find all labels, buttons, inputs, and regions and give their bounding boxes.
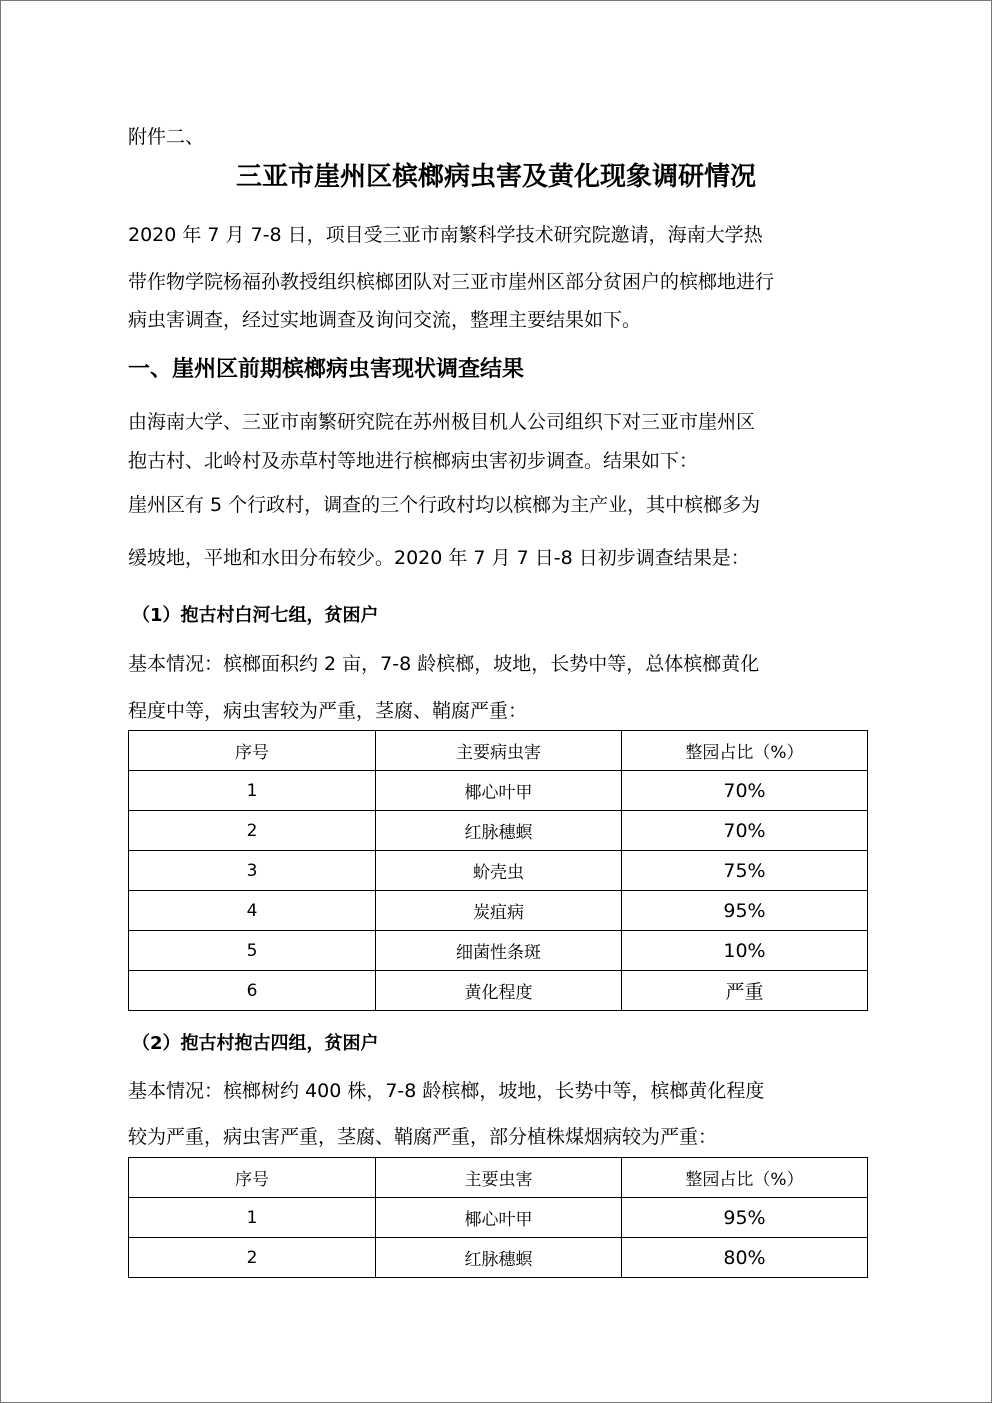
table-row: [129, 1198, 868, 1238]
table-cell: 95%: [622, 1198, 868, 1238]
table-cell: 2: [129, 1238, 376, 1278]
case2-desc-line-1: 基本情况：槟榔树约 400 株，7-8 龄槟榔，坡地，长势中等，槟榔黄化程度: [128, 1080, 765, 1102]
table-row: [129, 771, 868, 811]
table-header-row: [129, 1158, 868, 1198]
table-cell: 95%: [622, 891, 868, 931]
header-cell: 主要病虫害: [376, 731, 622, 771]
header-cell: 主要虫害: [376, 1158, 622, 1198]
table-cell: 4: [129, 891, 376, 931]
section-heading: 一、崖州区前期槟榔病虫害现状调查结果: [128, 357, 525, 382]
header-cell: 序号: [129, 731, 376, 771]
table-cell: 椰心叶甲: [376, 771, 622, 811]
table-cell: 80%: [622, 1238, 868, 1278]
table-cell: 1: [129, 771, 376, 811]
table-cell: 3: [129, 851, 376, 891]
table-header-row: [129, 731, 868, 771]
table-cell: 蚧壳虫: [376, 851, 622, 891]
table-cell: 红脉穗螟: [376, 1238, 622, 1278]
case1-desc-line-1: 基本情况：槟榔面积约 2 亩，7-8 龄槟榔，坡地，长势中等，总体槟榔黄化: [128, 653, 760, 675]
table-cell: 椰心叶甲: [376, 1198, 622, 1238]
table-cell: 严重: [622, 971, 868, 1011]
table-cell: 70%: [622, 771, 868, 811]
intro-line-3: 病虫害调查，经过实地调查及询问交流，整理主要结果如下。: [128, 309, 642, 331]
section-para2-line-1: 崖州区有 5 个行政村，调查的三个行政村均以槟榔为主产业，其中槟榔多为: [128, 494, 761, 516]
table-cell: 5: [129, 931, 376, 971]
document-title: 三亚市崖州区槟榔病虫害及黄化现象调研情况: [235, 162, 756, 192]
table-row: [129, 971, 868, 1011]
table-cell: 6: [129, 971, 376, 1011]
table-row: [129, 891, 868, 931]
table-cell: 黄化程度: [376, 971, 622, 1011]
header-cell: 序号: [129, 1158, 376, 1198]
intro-line-1: 2020 年 7 月 7-8 日，项目受三亚市南繁科学技术研究院邀请，海南大学热: [128, 224, 763, 246]
case1-table: [128, 730, 868, 1011]
case1-heading: （1）抱古村白河七组，贫困户: [132, 605, 379, 626]
header-cell: 整园占比（%）: [622, 1158, 868, 1198]
section-para2-line-2: 缓坡地，平地和水田分布较少。2020 年 7 月 7 日-8 日初步调查结果是：: [128, 547, 750, 569]
table-cell: 细菌性条斑: [376, 931, 622, 971]
table-cell: 75%: [622, 851, 868, 891]
table-row: [129, 1238, 868, 1278]
table-cell: 炭疽病: [376, 891, 622, 931]
case1-desc-line-2: 程度中等，病虫害较为严重，茎腐、鞘腐严重：: [128, 700, 528, 722]
table-row: [129, 931, 868, 971]
section-para1-line-1: 由海南大学、三亚市南繁研究院在苏州极目机人公司组织下对三亚市崖州区: [128, 411, 756, 433]
section-para1-line-2: 抱古村、北岭村及赤草村等地进行槟榔病虫害初步调查。结果如下：: [128, 450, 699, 472]
intro-line-2: 带作物学院杨福孙教授组织槟榔团队对三亚市崖州区部分贫困户的槟榔地进行: [128, 271, 775, 293]
table-row: [129, 811, 868, 851]
table-cell: 70%: [622, 811, 868, 851]
attachment-label: 附件二、: [128, 126, 205, 148]
case2-desc-line-2: 较为严重，病虫害严重，茎腐、鞘腐严重，部分植株煤烟病较为严重：: [128, 1126, 718, 1148]
table-cell: 10%: [622, 931, 868, 971]
table-cell: 红脉穗螟: [376, 811, 622, 851]
table-cell: 2: [129, 811, 376, 851]
case2-table: [128, 1157, 868, 1278]
table-row: [129, 851, 868, 891]
table-cell: 1: [129, 1198, 376, 1238]
case2-heading: （2）抱古村抱古四组，贫困户: [132, 1033, 379, 1054]
header-cell: 整园占比（%）: [622, 731, 868, 771]
